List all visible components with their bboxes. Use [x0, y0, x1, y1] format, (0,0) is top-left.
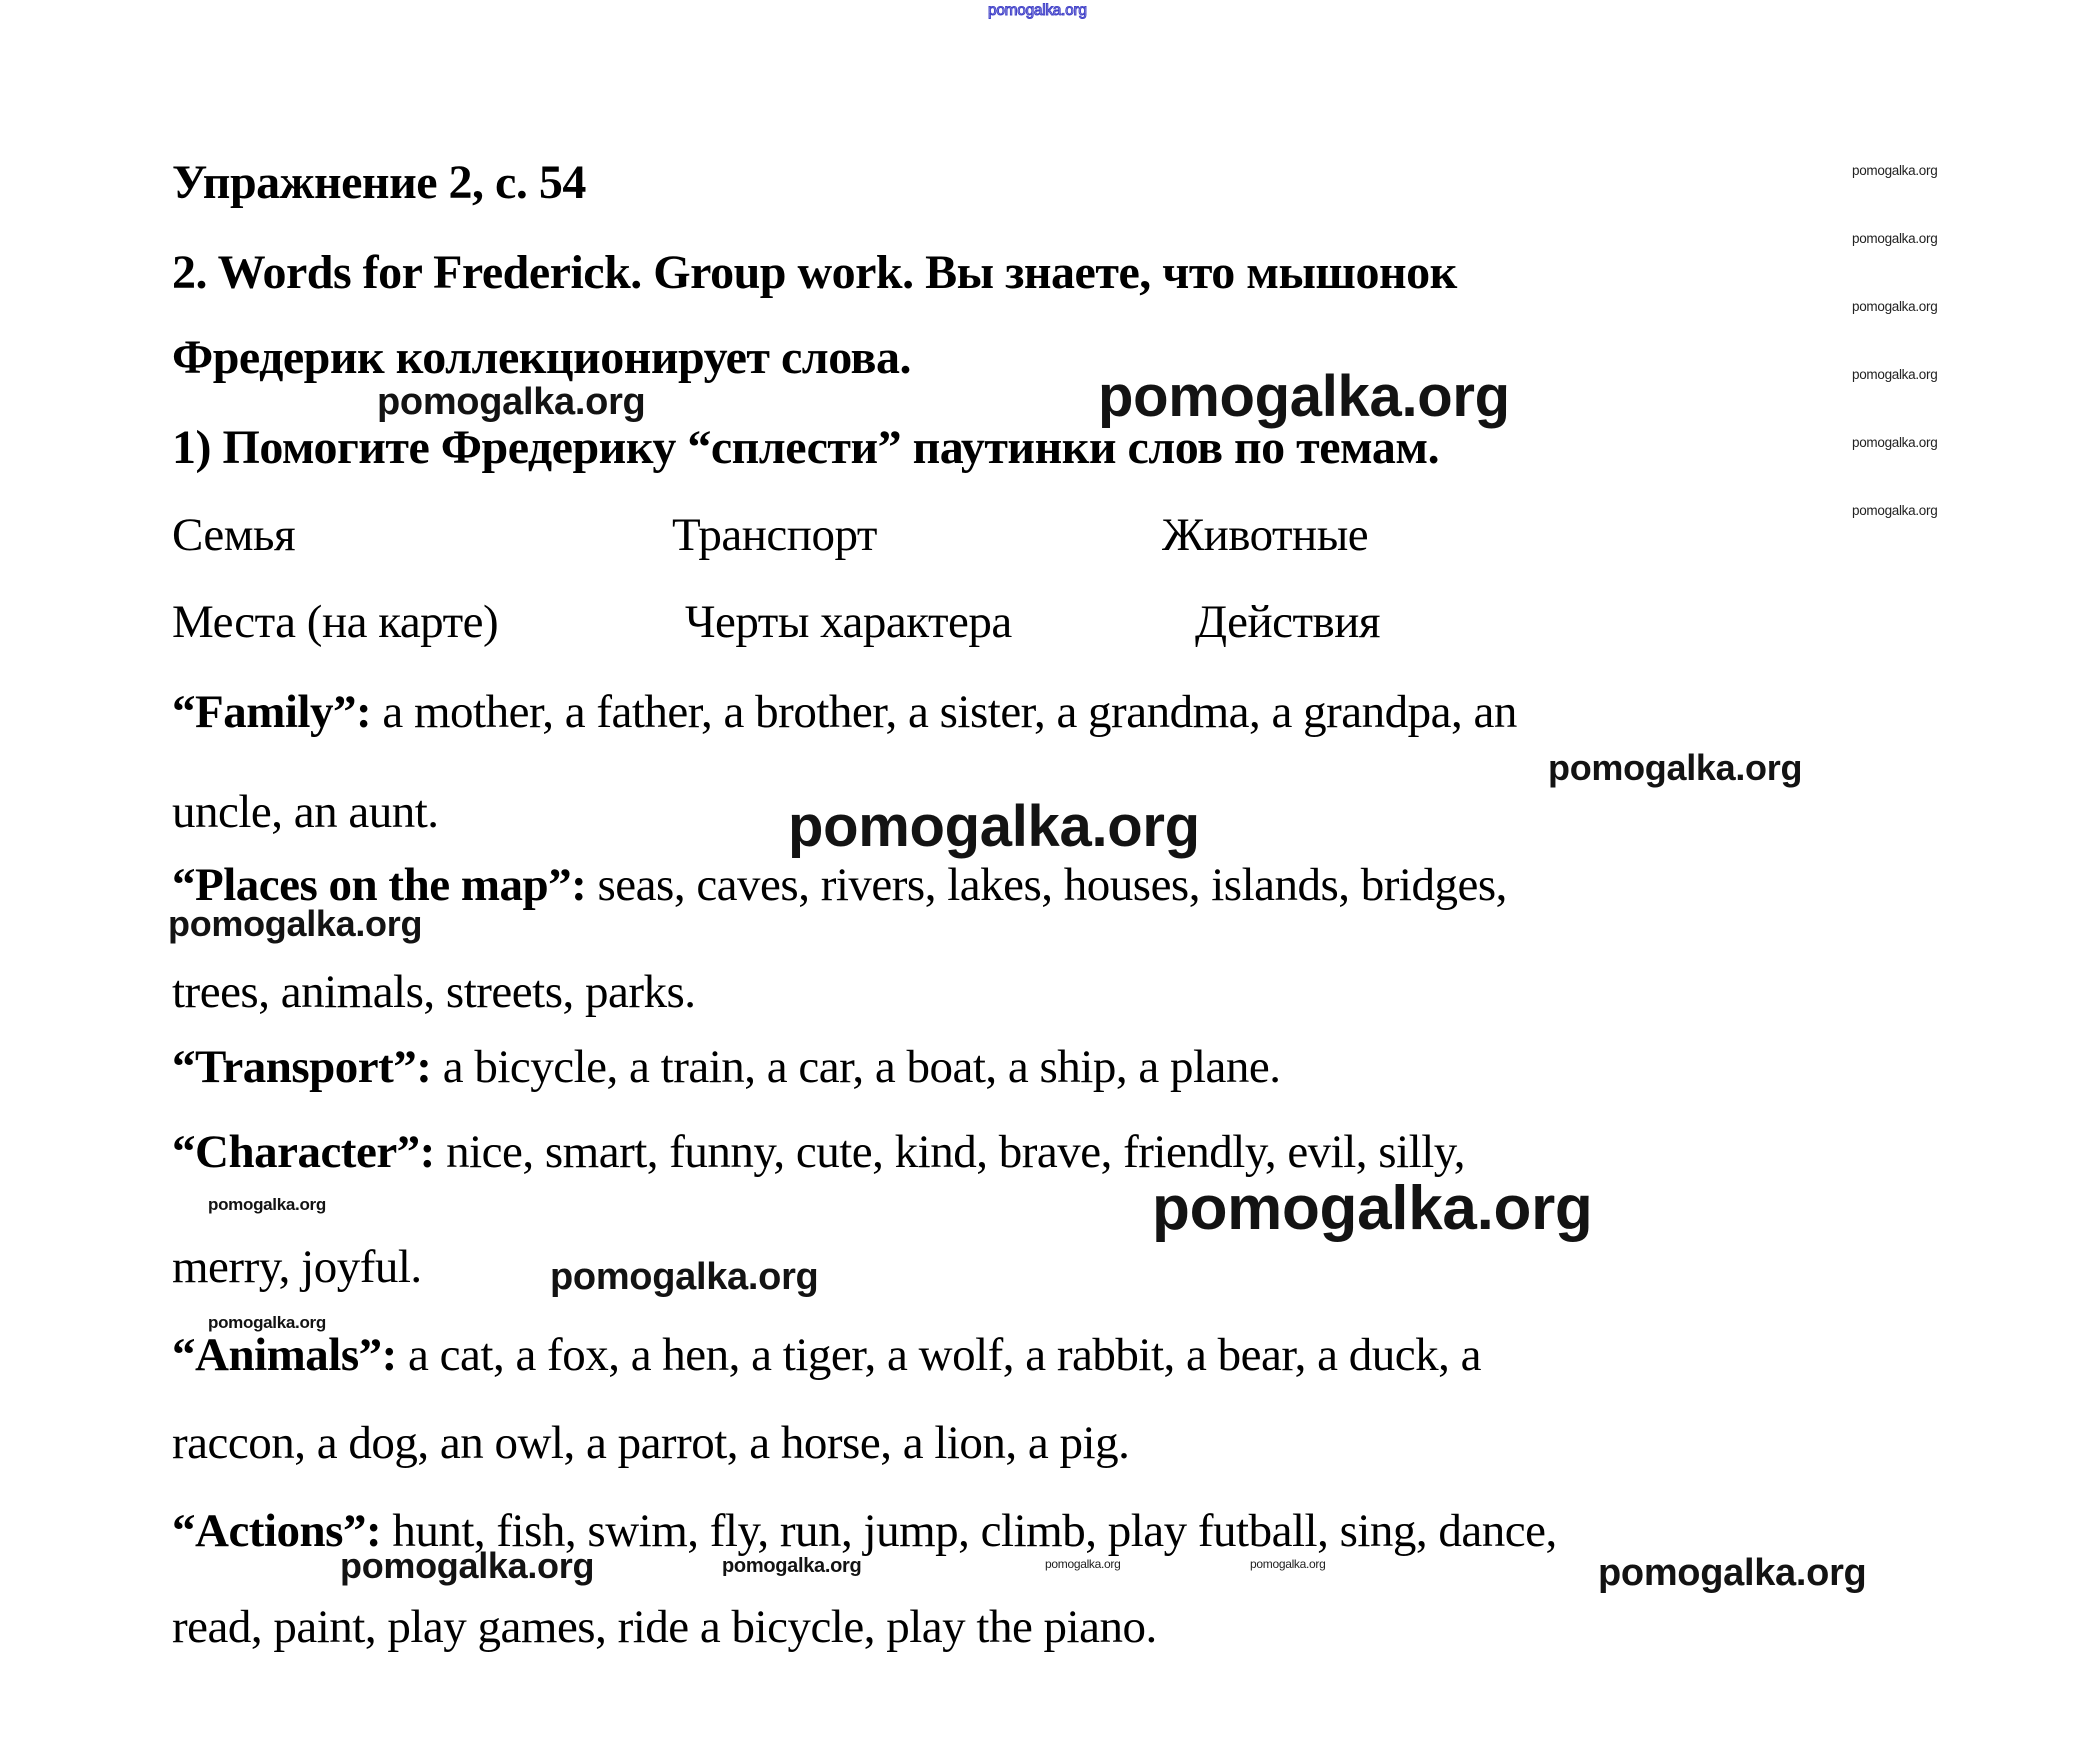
group-label: “Animals”: — [172, 1329, 397, 1381]
task-heading-line-2: Фредерик коллекционирует слова. — [172, 331, 911, 384]
group-words: a cat, a fox, a hen, a tiger, a wolf, a rabbit, a bear, a duck, a — [396, 1329, 1481, 1381]
group-label: “Family”: — [172, 686, 372, 738]
group-label: “Transport”: — [172, 1041, 432, 1093]
subtask-heading: 1) Помогите Фредерику “сплести” паутинки слов по темам. — [172, 421, 1440, 474]
category-label: Животные — [1162, 509, 1369, 561]
watermark: pomogalka.org — [1852, 435, 1938, 450]
group-words: nice, smart, funny, cute, kind, brave, friendly, evil, silly, — [434, 1126, 1465, 1178]
group-label: “Character”: — [172, 1126, 435, 1178]
actions-line-2: read, paint, play games, ride a bicycle, play the piano. — [172, 1601, 1157, 1653]
watermark: pomogalka.org — [1852, 367, 1938, 382]
watermark: pomogalka.org — [1598, 1552, 1867, 1594]
transport-line — [172, 1040, 1281, 1094]
category-label: Действия — [1195, 596, 1381, 648]
animals-line-2: raccon, a dog, an owl, a parrot, a horse, a lion, a pig. — [172, 1417, 1130, 1469]
watermark: pomogalka.org — [168, 903, 423, 944]
watermark: pomogalka.org — [208, 1195, 326, 1214]
category-label: Черты характера — [685, 596, 1012, 648]
watermark: pomogalka.org — [722, 1555, 862, 1577]
family-line-2: uncle, an aunt. — [172, 786, 439, 838]
character-line-1 — [172, 1125, 1465, 1179]
character-line-2: merry, joyful. — [172, 1241, 422, 1293]
watermark: pomogalka.org — [377, 381, 646, 423]
watermark: pomogalka.org — [1852, 163, 1938, 178]
watermark: pomogalka.org — [788, 794, 1200, 859]
watermark: pomogalka.org — [988, 2, 1087, 19]
category-label: Места (на карте) — [172, 596, 499, 648]
watermark: pomogalka.org — [208, 1313, 326, 1332]
group-words: a mother, a father, a brother, a sister, a grandma, a grandpa, an — [371, 686, 1517, 738]
exercise-title: Упражнение 2, с. 54 — [172, 156, 586, 209]
watermark: pomogalka.org — [1852, 299, 1938, 314]
task-heading-line-1: 2. Words for Frederick. Group work. Вы знаете, что мышонок — [172, 246, 1457, 299]
group-words: hunt, fish, swim, fly, run, jump, climb, play futball, sing, dance, — [381, 1505, 1557, 1557]
watermark: pomogalka.org — [1852, 231, 1938, 246]
group-label: “Actions”: — [172, 1505, 382, 1557]
animals-line-1 — [172, 1328, 1481, 1382]
watermark: pomogalka.org — [1548, 747, 1803, 788]
category-label: Семья — [172, 509, 296, 561]
group-words: seas, caves, rivers, lakes, houses, islands, bridges, — [586, 859, 1507, 911]
group-words: a bicycle, a train, a car, a boat, a ship, a plane. — [431, 1041, 1281, 1093]
category-label: Транспорт — [672, 509, 877, 561]
places-line-2: trees, animals, streets, parks. — [172, 966, 696, 1018]
watermark: pomogalka.org — [1098, 364, 1510, 429]
watermark: pomogalka.org — [1045, 1557, 1121, 1571]
watermark: pomogalka.org — [1250, 1557, 1326, 1571]
group-label: “Places on the map”: — [172, 859, 587, 911]
watermark: pomogalka.org — [1152, 1174, 1593, 1243]
family-line-1 — [172, 685, 1517, 739]
watermark: pomogalka.org — [550, 1256, 819, 1298]
watermark: pomogalka.org — [1852, 503, 1938, 518]
watermark: pomogalka.org — [340, 1545, 595, 1586]
